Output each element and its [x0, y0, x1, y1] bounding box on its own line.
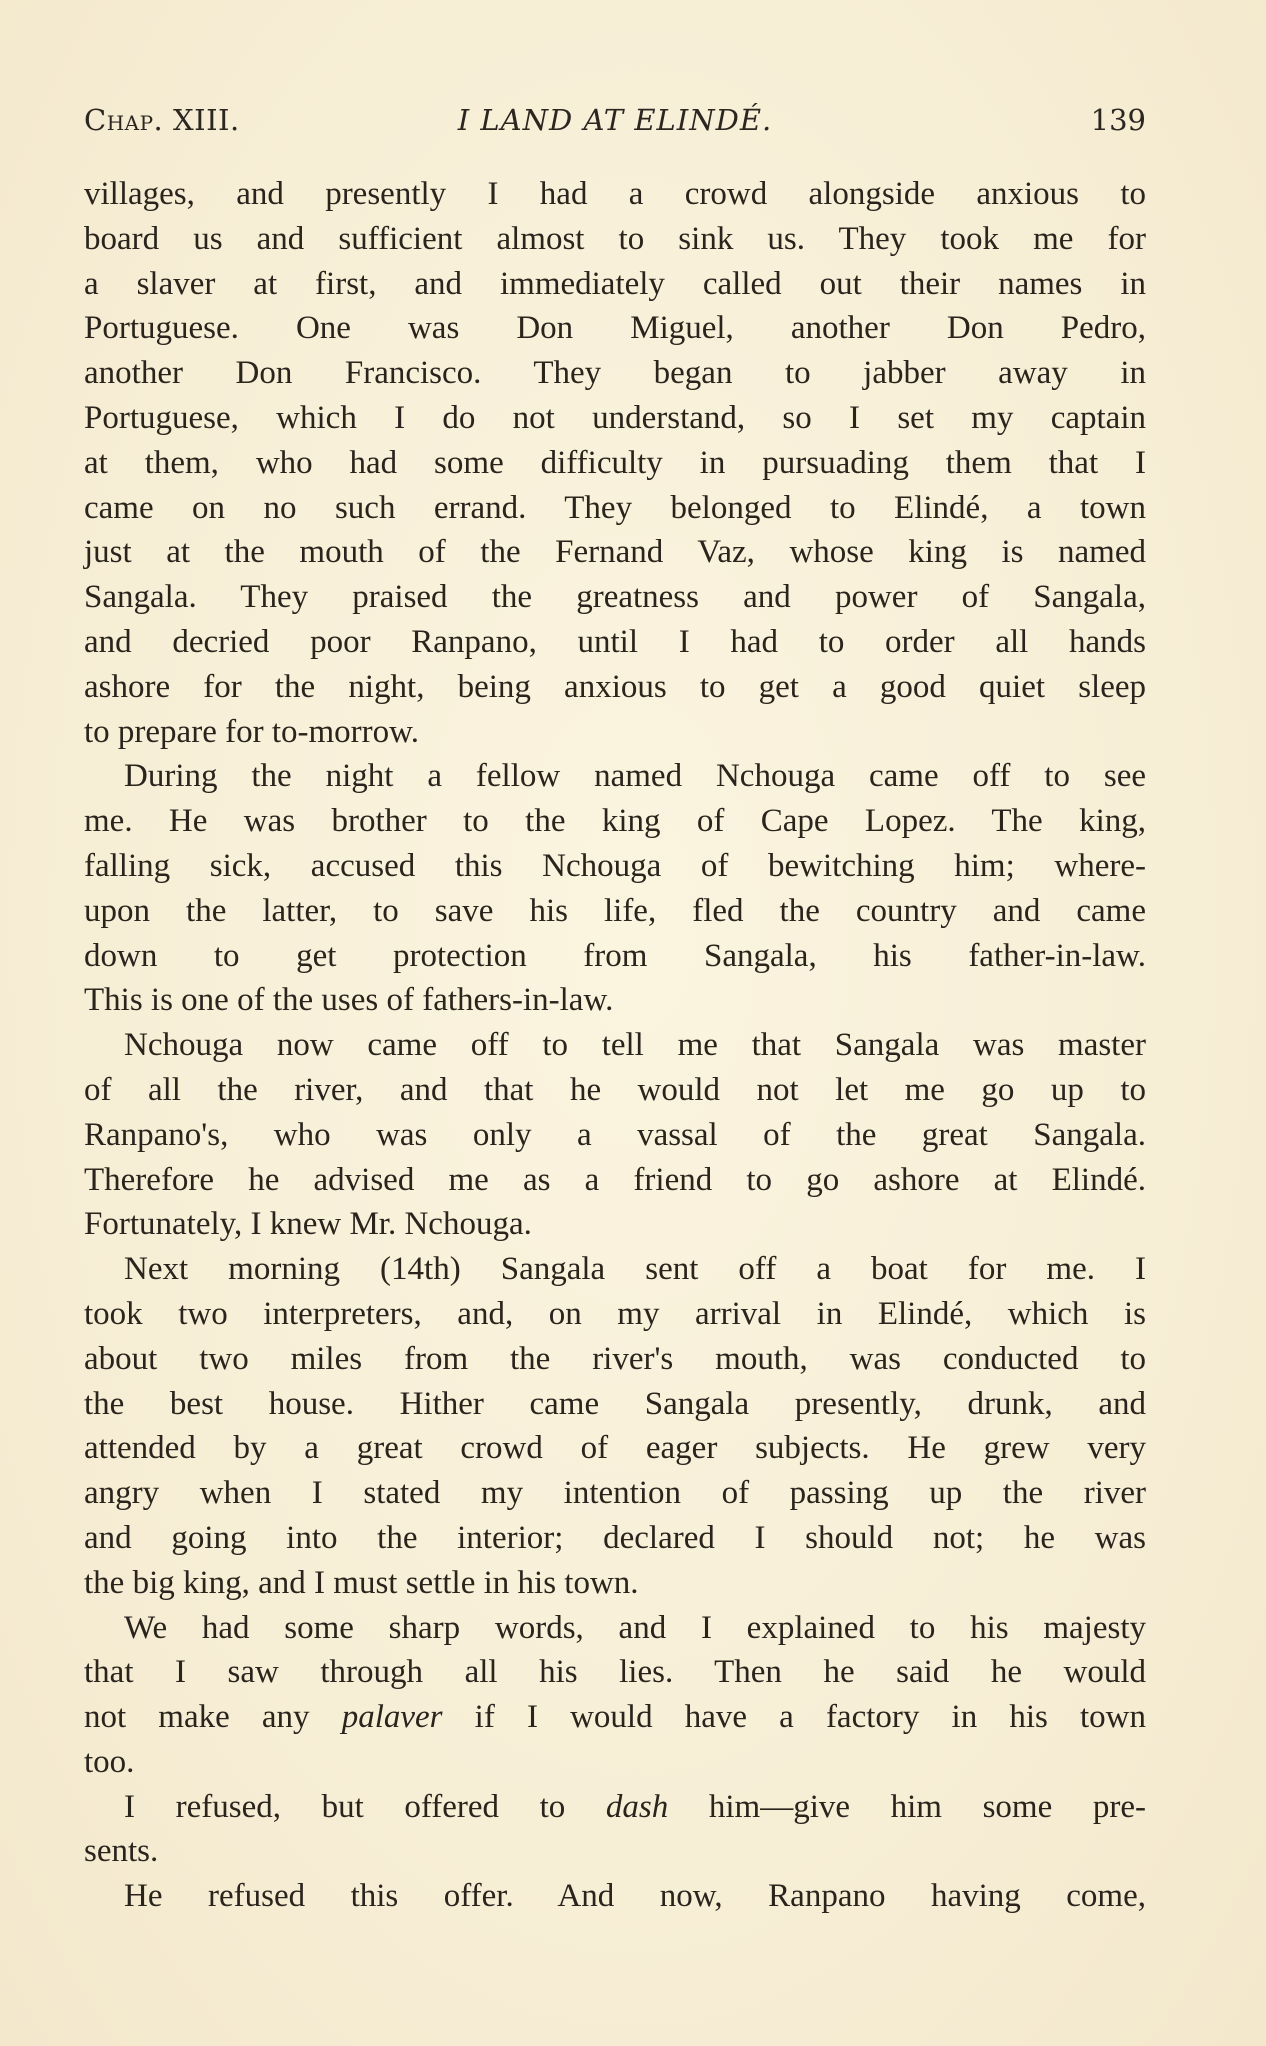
text-line: Therefore he advised me as a friend to go ashore at Elindé. [84, 1161, 1146, 1198]
page-number: 139 [1090, 103, 1146, 137]
text-line: the best house. Hither came Sangala presently, drunk, and [84, 1385, 1146, 1422]
text-line: He refused this offer. And now, Ranpano having come, [124, 1878, 1146, 1915]
text-line: took two interpreters, and, on my arrival in Elindé, which is [84, 1295, 1146, 1332]
text-line: ashore for the night, being anxious to get a good quiet sleep [84, 668, 1146, 705]
running-header [84, 103, 1146, 143]
italic-word: palaver [341, 1699, 443, 1736]
text-line: another Don Francisco. They began to jabber away in [84, 355, 1146, 392]
text-line: sents. [84, 1833, 159, 1870]
text-line: and decried poor Ranpano, until I had to order all hands [84, 623, 1146, 660]
text-line: During the night a fellow named Nchouga came off to see [124, 758, 1146, 795]
text-line: the big king, and I must settle in his town. [84, 1564, 639, 1601]
body-text [84, 172, 1146, 1919]
text-line: attended by a great crowd of eager subjects. He grew very [84, 1430, 1146, 1467]
text-line: Portuguese. One was Don Miguel, another Don Pedro, [84, 310, 1146, 347]
text-line: falling sick, accused this Nchouga of bewitching him; where- [84, 847, 1146, 884]
text-line: I refused, but offered to dash him—give him some pre- [124, 1788, 1146, 1825]
running-title: I LAND AT ELINDÉ. [457, 103, 773, 137]
text-line: of all the river, and that he would not let me go up to [84, 1071, 1146, 1108]
text-line: angry when I stated my intention of passing up the river [84, 1475, 1146, 1512]
text-line: just at the mouth of the Fernand Vaz, whose king is named [84, 534, 1146, 571]
text-line: Nchouga now came off to tell me that Sangala was master [124, 1027, 1146, 1064]
text-line: down to get protection from Sangala, his father-in-law. [84, 937, 1146, 974]
chapter-label: Chap. XIII. [84, 103, 240, 137]
text-line: a slaver at first, and immediately called out their names in [84, 265, 1146, 302]
text-line: too. [84, 1743, 135, 1780]
text-line: came on no such errand. They belonged to Elindé, a town [84, 489, 1146, 526]
italic-word: dash [605, 1788, 669, 1825]
text-line: Ranpano's, who was only a vassal of the great Sangala. [84, 1116, 1146, 1153]
text-line: Next morning (14th) Sangala sent off a boat for me. I [124, 1251, 1146, 1288]
text-line: and going into the interior; declared I should not; he was [84, 1519, 1146, 1556]
text-line: Fortunately, I knew Mr. Nchouga. [84, 1206, 532, 1243]
text-line: upon the latter, to save his life, fled the country and came [84, 892, 1146, 929]
text-line: about two miles from the river's mouth, was conducted to [84, 1340, 1146, 1377]
text-line: board us and sufficient almost to sink us. They took me for [84, 220, 1146, 257]
text-line: Sangala. They praised the greatness and power of Sangala, [84, 579, 1146, 616]
text-line: to prepare for to-morrow. [84, 713, 420, 750]
text-line: villages, and presently I had a crowd alongside anxious to [84, 176, 1146, 212]
text-line: at them, who had some difficulty in pursuading them that I [84, 444, 1146, 481]
text-line: This is one of the uses of fathers-in-law. [84, 982, 614, 1019]
text-line: We had some sharp words, and I explained to his majesty [124, 1609, 1146, 1646]
text-line: not make any palaver if I would have a factory in his town [84, 1699, 1146, 1736]
text-line: that I saw through all his lies. Then he said he would [84, 1654, 1146, 1691]
text-line: Portuguese, which I do not understand, so I set my captain [84, 399, 1146, 436]
text-line: me. He was brother to the king of Cape Lopez. The king, [84, 803, 1146, 840]
